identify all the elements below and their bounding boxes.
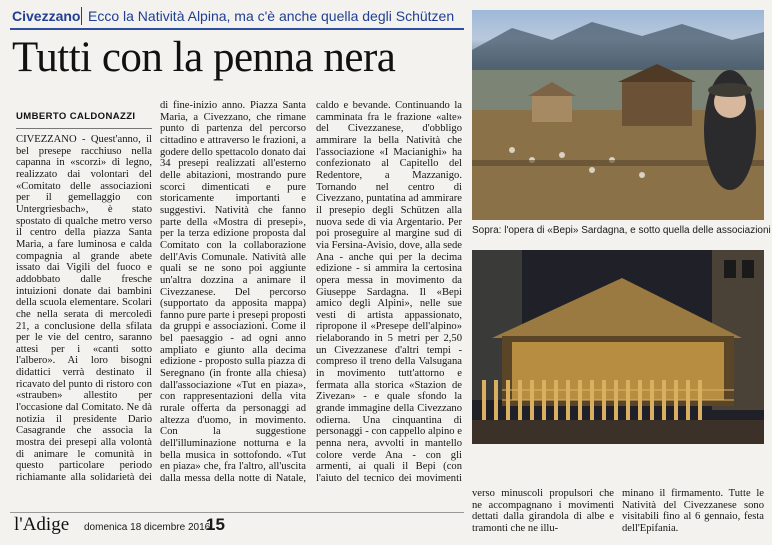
- publication-date: domenica 18 dicembre 2016: [84, 522, 211, 533]
- photo-nativity-alpine: [472, 10, 764, 220]
- article-column-3: [316, 100, 462, 484]
- byline: UMBERTO CALDONAZZI: [16, 111, 136, 122]
- kicker-text: Ecco la Natività Alpina, ma c'è anche quella degli Schützen: [88, 8, 455, 24]
- column-text: verso minuscoli propulsori che ne accompagnano i movimenti dettati dalla girandola di albe e tramonti che ne illu-: [472, 488, 614, 534]
- column-text: di fine-inizio anno. Piazza Santa Maria, a Civezzano, che rimane punto di partenza del percorso cittadino e attraverso le frazioni, a godere dello spettacolo donato dai 34 presepi realizzati all'esterno delle abitazioni, mostrando pure scorci dimenticati e pure storicamente importanti e suggestivi. Natività che fanno parte della «Mostra di presepi», per la terza edizione proposta dal Comitato con la collaborazione dell'Avis Comunale. Natività alle quali se ne sono poi aggiunte un'altra dozzina a animare il Civezzanese. Del percorso (supportato da apposita mappa) fanno pure parte i presepi proposti da gruppi e associazioni. Come il bel paesaggio - ad ogni anno ampliato e giunto alla decima edizione - proposto sulla piazza di Seregnano (in fronte alla chiesa) dall'associazione «Tut en piaza», con rappresentazioni della vita rurale offerta da personaggi ad altezza d'uomo, in movimento. Con la suggestione dell'illuminazione notturna e la bella musica in sottofondo. «Tut en piaza» che, fra l'altro, all'uscita dalla messa della notte di Natale,: [160, 100, 306, 484]
- article-column-1: [16, 134, 152, 484]
- column-text: minano il firmamento. Tutte le Natività del Civezzanese sono visitabili fino al 6 gennaio, festa dell'Epifania.: [622, 488, 764, 534]
- section-header: [10, 6, 464, 30]
- newspaper-logo: l'Adige: [14, 514, 70, 535]
- article-column-5: [622, 488, 764, 536]
- column-text: CIVEZZANO - Quest'anno, il bel presepe racchiuso nella capanna in «scorzi» di legno, realizzato dai volontari del «Comitato delle associazioni per il gemellaggio con Untergriesbach», è stato spostato di qualche metro verso il centro della piazza Santa Maria, a fare luminosa e calda compagnia al grande abete issato dai Vigili del fuoco e addobbato dalle fresche intuizioni donate dai bambini della scuola elementare. Scolari che nella serata di mercoledì 21, a conclusione della sfilata per le vie del centro, saranno attesi per i «canti sotto l'albero». Ai loro bisogni didattici verrà destinato il ricavato del punto di ristoro con «strauben» allestito per l'occasione dal Comitato. Ne dà notizia il presidente Dario Casagrande che associa la mostra dei presepi alla volontà di animare le comunità in questo particolare periodo richiamante alla solidarietà dei: [16, 134, 152, 484]
- photo-caption: Sopra: l'opera di «Bepi» Sardagna, e sotto quella delle associazioni: [472, 225, 771, 236]
- headline: Tutti con la penna nera: [12, 34, 396, 81]
- byline-rule: [16, 128, 152, 129]
- article-column-2: [160, 100, 306, 484]
- page-number: 15: [206, 515, 225, 534]
- column-text: caldo e bevande. Continuando la camminata fra le frazione «alte» del Civezzanese, d'obbligo ammirare la bella Natività che l'associazione «I Macianighi» ha confezionato al Capitello del Redentore, a Mazzanigo. Tornando nel centro di Civezzano, puntatina ad ammirare il presepio degli Schützen alla nuova sede di via Argentario. Per poi proseguire al margine sud di via Fersina-Avisio, dove, alla sede Ana - anche qui per la decima edizione - si ammira la certosina opera messa in movimento da Giuseppe Sardagna. Il «Bepi amico degli Alpini», nelle sue vesti di artista appassionato, ripropone il «Presepe dell'alpino» rielaborando in 5 metri per 2,50 un Civezzanese d'altri tempi - compreso il treno della Valsugana in movimento tutt'attorno e fermata alla storica «Stazion de Zivezan» - e quale sfondo la grande immagine della Civezzano odierna. Una cinquantina di personaggi - con cappello alpino e penna nera, avvolti in mantello colore verde Ana - con gli armenti, ai quali il Bepi (con l'aiuto del tecnico dei movimenti: [316, 100, 462, 484]
- photo-illustration: [472, 10, 764, 220]
- photo-nativity-associations: [472, 250, 764, 444]
- article-column-4: [472, 488, 614, 536]
- photo-illustration: [472, 250, 764, 444]
- section-label: Civezzano: [12, 8, 81, 24]
- header-divider: [81, 7, 82, 25]
- footer-rule: [10, 512, 464, 513]
